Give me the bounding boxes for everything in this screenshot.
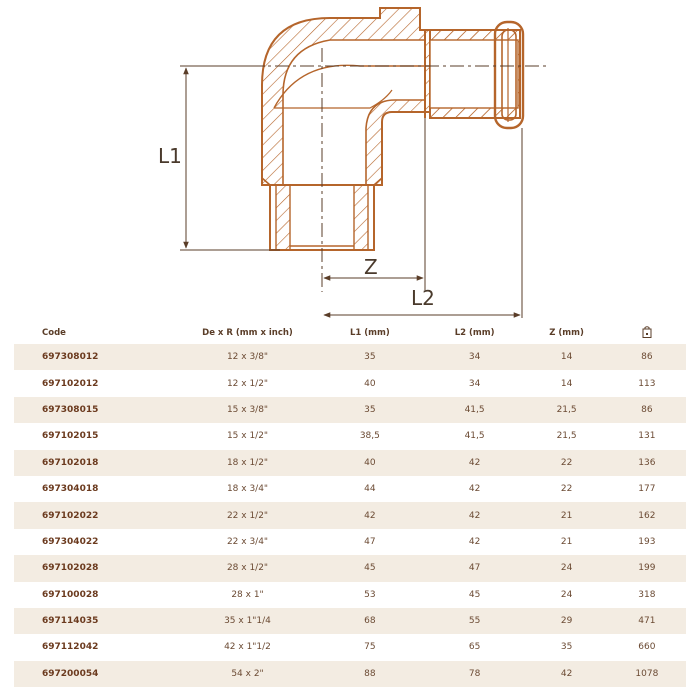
cell-package-qty: 193 bbox=[638, 536, 656, 547]
cell-de-x-r: 12 x 3/8" bbox=[226, 352, 269, 363]
cell-l1: 88 bbox=[364, 668, 376, 679]
cell-package-qty: 86 bbox=[641, 352, 653, 363]
cell-l2: 65 bbox=[468, 642, 481, 653]
cell-package-qty: 1078 bbox=[635, 668, 659, 679]
cell-z: 24 bbox=[560, 589, 573, 600]
cell-de-x-r: 15 x 3/8" bbox=[226, 404, 269, 415]
table-row bbox=[14, 555, 686, 581]
cell-z: 14 bbox=[560, 378, 573, 389]
fitting-technical-drawing bbox=[0, 0, 700, 318]
header-code: Code bbox=[42, 328, 66, 338]
cell-de-x-r: 22 x 3/4" bbox=[226, 536, 269, 547]
cell-l2: 42 bbox=[468, 484, 481, 495]
cell-de-x-r: 15 x 1/2" bbox=[226, 431, 269, 442]
cell-l2: 42 bbox=[468, 457, 481, 468]
cell-package-qty: 471 bbox=[638, 616, 656, 627]
cell-z: 24 bbox=[560, 563, 573, 574]
elbow-body bbox=[262, 8, 523, 185]
cell-l2: 41,5 bbox=[464, 404, 485, 415]
cell-de-x-r: 18 x 3/4" bbox=[226, 484, 269, 495]
cell-de-x-r: 28 x 1/2" bbox=[226, 563, 269, 574]
cell-l2: 42 bbox=[468, 510, 481, 521]
cell-package-qty: 660 bbox=[638, 642, 656, 653]
cell-l1: 35 bbox=[364, 352, 376, 363]
cell-code: 697308012 bbox=[42, 352, 99, 363]
cell-z: 21,5 bbox=[556, 431, 577, 442]
header-z: Z (mm) bbox=[549, 328, 584, 338]
table-row bbox=[14, 529, 686, 555]
cell-package-qty: 113 bbox=[638, 378, 656, 389]
table-row bbox=[14, 608, 686, 634]
cell-package-qty: 86 bbox=[641, 404, 653, 415]
cell-l1: 68 bbox=[364, 616, 376, 627]
cell-code: 697102028 bbox=[42, 563, 99, 574]
table-row bbox=[14, 397, 686, 423]
cell-code: 697200054 bbox=[42, 668, 99, 679]
cell-package-qty: 199 bbox=[638, 563, 656, 574]
cell-z: 14 bbox=[560, 352, 573, 363]
table-header-row bbox=[14, 322, 686, 344]
cell-package-qty: 131 bbox=[638, 431, 656, 442]
table-row bbox=[14, 502, 686, 528]
cell-l1: 45 bbox=[364, 563, 376, 574]
cell-l1: 40 bbox=[364, 378, 376, 389]
cell-z: 42 bbox=[560, 668, 573, 679]
cell-l2: 41,5 bbox=[464, 431, 485, 442]
table-row bbox=[14, 476, 686, 502]
cell-l1: 42 bbox=[364, 510, 376, 521]
cell-package-qty: 177 bbox=[638, 484, 656, 495]
cell-code: 697100028 bbox=[42, 589, 99, 600]
cell-code: 697304022 bbox=[42, 536, 99, 547]
cell-de-x-r: 42 x 1"1/2 bbox=[224, 642, 271, 653]
cell-code: 697112042 bbox=[42, 642, 99, 653]
cell-de-x-r: 22 x 1/2" bbox=[226, 510, 269, 521]
cell-de-x-r: 18 x 1/2" bbox=[226, 457, 269, 468]
cell-l1: 40 bbox=[364, 457, 376, 468]
cell-l1: 35 bbox=[364, 404, 376, 415]
package-icon bbox=[642, 326, 652, 338]
cell-code: 697102015 bbox=[42, 431, 99, 442]
cell-package-qty: 162 bbox=[638, 510, 656, 521]
cell-code: 697304018 bbox=[42, 484, 99, 495]
cell-z: 21,5 bbox=[556, 404, 577, 415]
cell-l1: 53 bbox=[364, 589, 376, 600]
header-l1: L1 (mm) bbox=[349, 328, 390, 338]
dim-label-l1: L1 bbox=[158, 144, 182, 168]
cell-l2: 34 bbox=[468, 352, 481, 363]
cell-package-qty: 136 bbox=[638, 457, 656, 468]
cell-z: 22 bbox=[560, 457, 573, 468]
cell-l2: 45 bbox=[468, 589, 481, 600]
table-row bbox=[14, 634, 686, 660]
cell-code: 697102012 bbox=[42, 378, 99, 389]
header-package bbox=[608, 326, 686, 341]
table-row bbox=[14, 582, 686, 608]
table-row bbox=[14, 344, 686, 370]
cell-l1: 75 bbox=[364, 642, 376, 653]
cell-l2: 42 bbox=[468, 536, 481, 547]
cell-de-x-r: 12 x 1/2" bbox=[226, 378, 269, 389]
cell-de-x-r: 54 x 2" bbox=[231, 668, 264, 679]
cell-l1: 38,5 bbox=[359, 431, 380, 442]
cell-z: 21 bbox=[560, 510, 573, 521]
cell-code: 697114035 bbox=[42, 616, 99, 627]
cell-z: 29 bbox=[560, 616, 573, 627]
table-row bbox=[14, 370, 686, 396]
cell-l1: 47 bbox=[364, 536, 376, 547]
table-row bbox=[14, 661, 686, 687]
male-thread bbox=[262, 178, 382, 250]
cell-package-qty: 318 bbox=[638, 589, 656, 600]
cell-l1: 44 bbox=[364, 484, 376, 495]
cell-l2: 55 bbox=[468, 616, 481, 627]
cell-l2: 78 bbox=[468, 668, 481, 679]
cell-de-x-r: 35 x 1"1/4 bbox=[224, 616, 271, 627]
cell-code: 697308015 bbox=[42, 404, 99, 415]
cell-code: 697102018 bbox=[42, 457, 99, 468]
cell-z: 21 bbox=[560, 536, 573, 547]
header-l2: L2 (mm) bbox=[454, 328, 495, 338]
cell-de-x-r: 28 x 1" bbox=[231, 589, 264, 600]
table-row bbox=[14, 450, 686, 476]
dim-label-l2: L2 bbox=[411, 286, 435, 310]
cell-l2: 34 bbox=[468, 378, 481, 389]
cell-code: 697102022 bbox=[42, 510, 99, 521]
header-de-x-r: De x R (mm x inch) bbox=[202, 328, 293, 338]
dim-label-z: Z bbox=[364, 255, 378, 279]
cell-z: 22 bbox=[560, 484, 573, 495]
table-row bbox=[14, 423, 686, 449]
cell-z: 35 bbox=[560, 642, 573, 653]
cell-l2: 47 bbox=[468, 563, 481, 574]
dimensions-table bbox=[14, 322, 686, 687]
